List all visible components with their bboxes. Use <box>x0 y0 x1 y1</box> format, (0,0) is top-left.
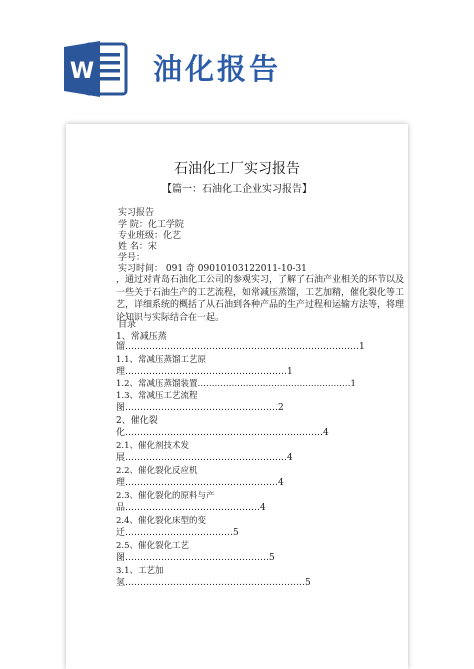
toc-item[interactable]: 氢……………………………………………………5 <box>116 578 311 588</box>
toc-item[interactable]: 2.5、催化裂化工艺 <box>116 541 190 551</box>
toc-item[interactable]: 2.3、催化裂化的原料与产 <box>116 491 215 501</box>
toc-item[interactable]: 2.2、催化裂化反应机 <box>116 466 198 476</box>
banner <box>0 0 474 120</box>
toc-item[interactable]: 1.3、常减压工艺流程 <box>116 391 198 401</box>
toc-item[interactable]: 2.1、催化剂技术发 <box>116 441 190 451</box>
toc-item[interactable]: 2.4、催化裂化床型的变 <box>116 516 207 526</box>
toc-item[interactable]: 图…………………………………………5 <box>116 553 275 563</box>
toc-item[interactable]: 2、催化裂 <box>116 416 158 426</box>
svg-text:W: W <box>69 59 95 84</box>
toc-item[interactable]: 品………………………………………4 <box>116 503 266 513</box>
intro-paragraph: ，通过对青岛石油化工公司的参观实习，了解了石油产业相关的环节以及一些关于石油生产的工艺流程，如常减压蒸馏，工艺加精，催化裂化等工艺，详细系统的概括了从石油到各种产品的生产过程和运输方法等，将理论知识与实际结合在一起。 <box>116 275 405 323</box>
toc-item[interactable]: 展………………………………………………4 <box>116 453 293 463</box>
toc-item[interactable]: 迁………………………………5 <box>116 528 239 538</box>
toc-heading: 目录 <box>118 320 137 330</box>
toc-item[interactable]: 化…………………………………………………………4 <box>116 428 329 438</box>
document-title: 石油化工厂实习报告 <box>174 161 300 177</box>
document-subtitle: 【篇一：石油化工企业实习报告】 <box>162 184 312 195</box>
toc-item[interactable]: 理………………………………………………1 <box>116 367 293 377</box>
toc-item[interactable]: 理……………………………………………4 <box>116 478 284 488</box>
header-line-name: 姓 名：宋 <box>118 242 157 252</box>
toc-item[interactable]: 图……………………………………………2 <box>116 403 284 413</box>
toc-item[interactable]: 馏……………………………………………………………………1 <box>116 342 365 352</box>
header-line-report: 实习报告 <box>118 208 155 218</box>
banner-title: 油化报告 <box>153 52 282 86</box>
toc-item[interactable]: 1.2、常减压蒸馏装置………………………………………………1 <box>116 379 356 389</box>
word-logo-icon <box>62 38 132 100</box>
document-page <box>66 124 408 669</box>
header-line-time: 实习时间： 091 奇 09010103122011-10-31 <box>118 264 307 274</box>
header-line-college: 学 院：化工学院 <box>118 220 184 230</box>
header-line-id: 学号： <box>118 253 146 263</box>
toc-item[interactable]: 1.1、常减压蒸馏工艺原 <box>116 355 207 365</box>
header-line-class: 专业班级：化艺 <box>118 231 182 241</box>
toc-item[interactable]: 1、常减压蒸 <box>116 332 167 342</box>
toc-item[interactable]: 3.1、工艺加 <box>116 566 164 576</box>
